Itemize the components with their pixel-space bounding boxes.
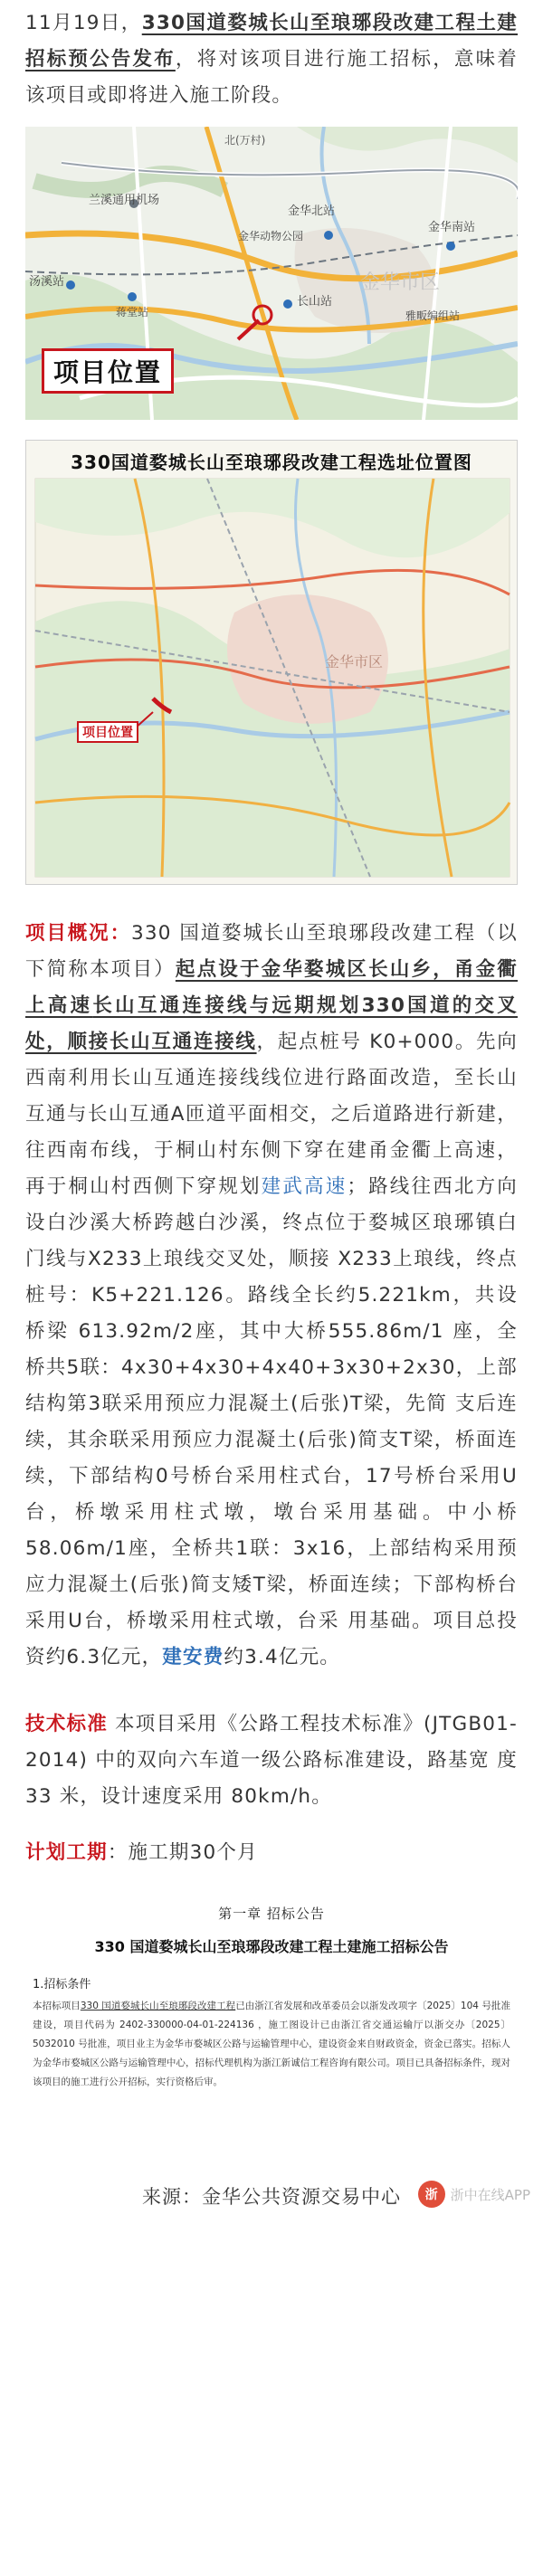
map1-label-district: 金华市区 — [360, 271, 441, 294]
location-map-2 — [25, 440, 518, 885]
overview-text-1: 330 国道婺城长山至琅琊段改建工程（以下简称本项目） — [25, 922, 518, 981]
overview-text-5: 约3.4亿元。 — [224, 1646, 340, 1668]
tech-heading: 技术标准 — [25, 1713, 108, 1735]
overview-paragraph — [0, 916, 543, 1676]
svg-text:金华市区: 金华市区 — [325, 653, 384, 670]
source-text: 来源：金华公共资源交易中心 — [142, 2186, 401, 2208]
overview-text-2: 长山互通连接线与远期规划330国道的交叉处，顺接长山互通连接线 — [25, 994, 518, 1053]
notice-section: 1.招标条件 — [33, 1978, 91, 1991]
intro-project-name: 330国道婺城长山至琅琊段改建工程土建招标预公告发布 — [25, 12, 518, 71]
map2-title: 330国道婺城长山至琅琊段改建工程选址位置图 — [71, 452, 472, 473]
intro-rest: ，将对该项目进行施工招标，意味着该项目或即将进入施工阶段。 — [25, 48, 519, 107]
map1-label-yafan: 雅畈编组站 — [405, 309, 461, 322]
overview-text-3: ，起点桩号 K0+000。先向西南利用长山互通连接线线位进行路面改造，至长山互通与长山互通A匝道平面相交，之后道路进行新建，往西南布线，于桐山村东侧下穿在建甬金衢上高速，再于桐山村西侧下穿规划 — [25, 1031, 518, 1198]
schedule-heading: 计划工期 — [25, 1841, 108, 1864]
map1-label-north: 北(万村) — [224, 134, 266, 147]
map2-location-label: 项目位置 — [77, 721, 138, 743]
intro-date: 11月19日， — [25, 12, 142, 34]
map1-label-airport: 兰溪通用机场 — [89, 194, 160, 207]
notice-body-a: 本招标项目 — [33, 2001, 81, 2011]
schedule-paragraph — [0, 1835, 543, 1871]
intro-paragraph — [0, 0, 543, 114]
overview-text-4: ；路线往西北方向设白沙溪大桥跨越白沙溪，终点位于婺城区琅琊镇白门线与X233上琅线交叉处，顺接 X233上琅线，终点桩号：K5+221.126。路线全长约5.221km，共设桥梁 613.92m/2座，其中大桥555.86m/1 座，全桥共5联：4x30+4x30+4x40+3x30+2x30，上部结构第3联采用预应力混凝土(后张)T梁，先简 支后连续，其余联采用预应力混凝土(后张)简支T梁，桥面连续，下部结构0号桥台采用柱式台，17号桥台采用U台，桥墩采用柱式墩，墩台采用基础。中小桥 58.06m/1座，全桥共1联：3x16，上部结构采用预应力混凝土(后张)简支矮T梁，桥面连续；下部构桥台采用U台，桥墩采用柱式墩，台采 用基础。项目总投资约6.3亿元， — [25, 1175, 518, 1668]
map-2-graphic — [26, 441, 518, 884]
watermark-text: 浙中在线APP — [450, 2186, 530, 2203]
overview-heading: 项目概况： — [25, 922, 131, 945]
location-map-1 — [25, 127, 518, 420]
tech-paragraph — [0, 1706, 543, 1815]
app-watermark — [418, 2181, 530, 2208]
map1-label-park: 金华动物公园 — [238, 230, 304, 242]
map1-location-box: 项目位置 — [42, 348, 174, 394]
source-footer — [0, 2170, 543, 2226]
map1-label-jinhua-south: 金华南站 — [428, 221, 476, 234]
link-jianwu-expressway[interactable]: 建武高速 — [261, 1175, 348, 1198]
overview-start: 起点设于金华婺城区长山乡，甬金衢上高速 — [25, 958, 519, 1017]
notice-body-c: 已由浙江省发展和改革委员会以浙发改项字〔2025〕104 号批准建设，项目代码为 2402-330000-04-01-224136 ，施工图设计已由浙江省交通运输厅以浙交办〔2025〕5032010 号批准，项目业主为金华市婺城区公路与运输管理中心，建设资金来自财政资金，资金已落实。招标人为金华市婺城区公路与运输管理中心，招标代理机构为浙江新诚信工程咨询有限公司。项目已具备招标条件，现对该项目的施工进行公开招标，实行资格后审。 — [33, 2001, 511, 2087]
tech-body: 本项目采用《公路工程技术标准》(JTGB01-2014) 中的双向六车道一级公路标准建设，路基宽 度 33 米，设计速度采用 80km/h。 — [25, 1713, 518, 1808]
station-marker — [324, 231, 333, 240]
map1-label-changshan: 长山站 — [297, 295, 333, 309]
map1-label-tangxi: 汤溪站 — [29, 275, 65, 289]
tender-notice-image — [25, 1887, 518, 2159]
notice-title: 330 国道婺城长山至琅琊段改建工程土建施工招标公告 — [94, 1938, 449, 1955]
notice-body — [25, 1991, 518, 2092]
map1-label-jinhua-north: 金华北站 — [288, 204, 336, 218]
link-construction-cost[interactable]: 建安费 — [162, 1646, 224, 1668]
notice-chapter: 第一章 招标公告 — [218, 1906, 325, 1922]
notice-body-b: 330 国道婺城长山至琅琊段改建工程 — [80, 2001, 236, 2011]
schedule-body: ：施工期30个月 — [107, 1841, 258, 1864]
app-logo-icon: 浙 — [418, 2181, 445, 2208]
map1-label-jiangtang: 蒋堂站 — [116, 306, 149, 318]
